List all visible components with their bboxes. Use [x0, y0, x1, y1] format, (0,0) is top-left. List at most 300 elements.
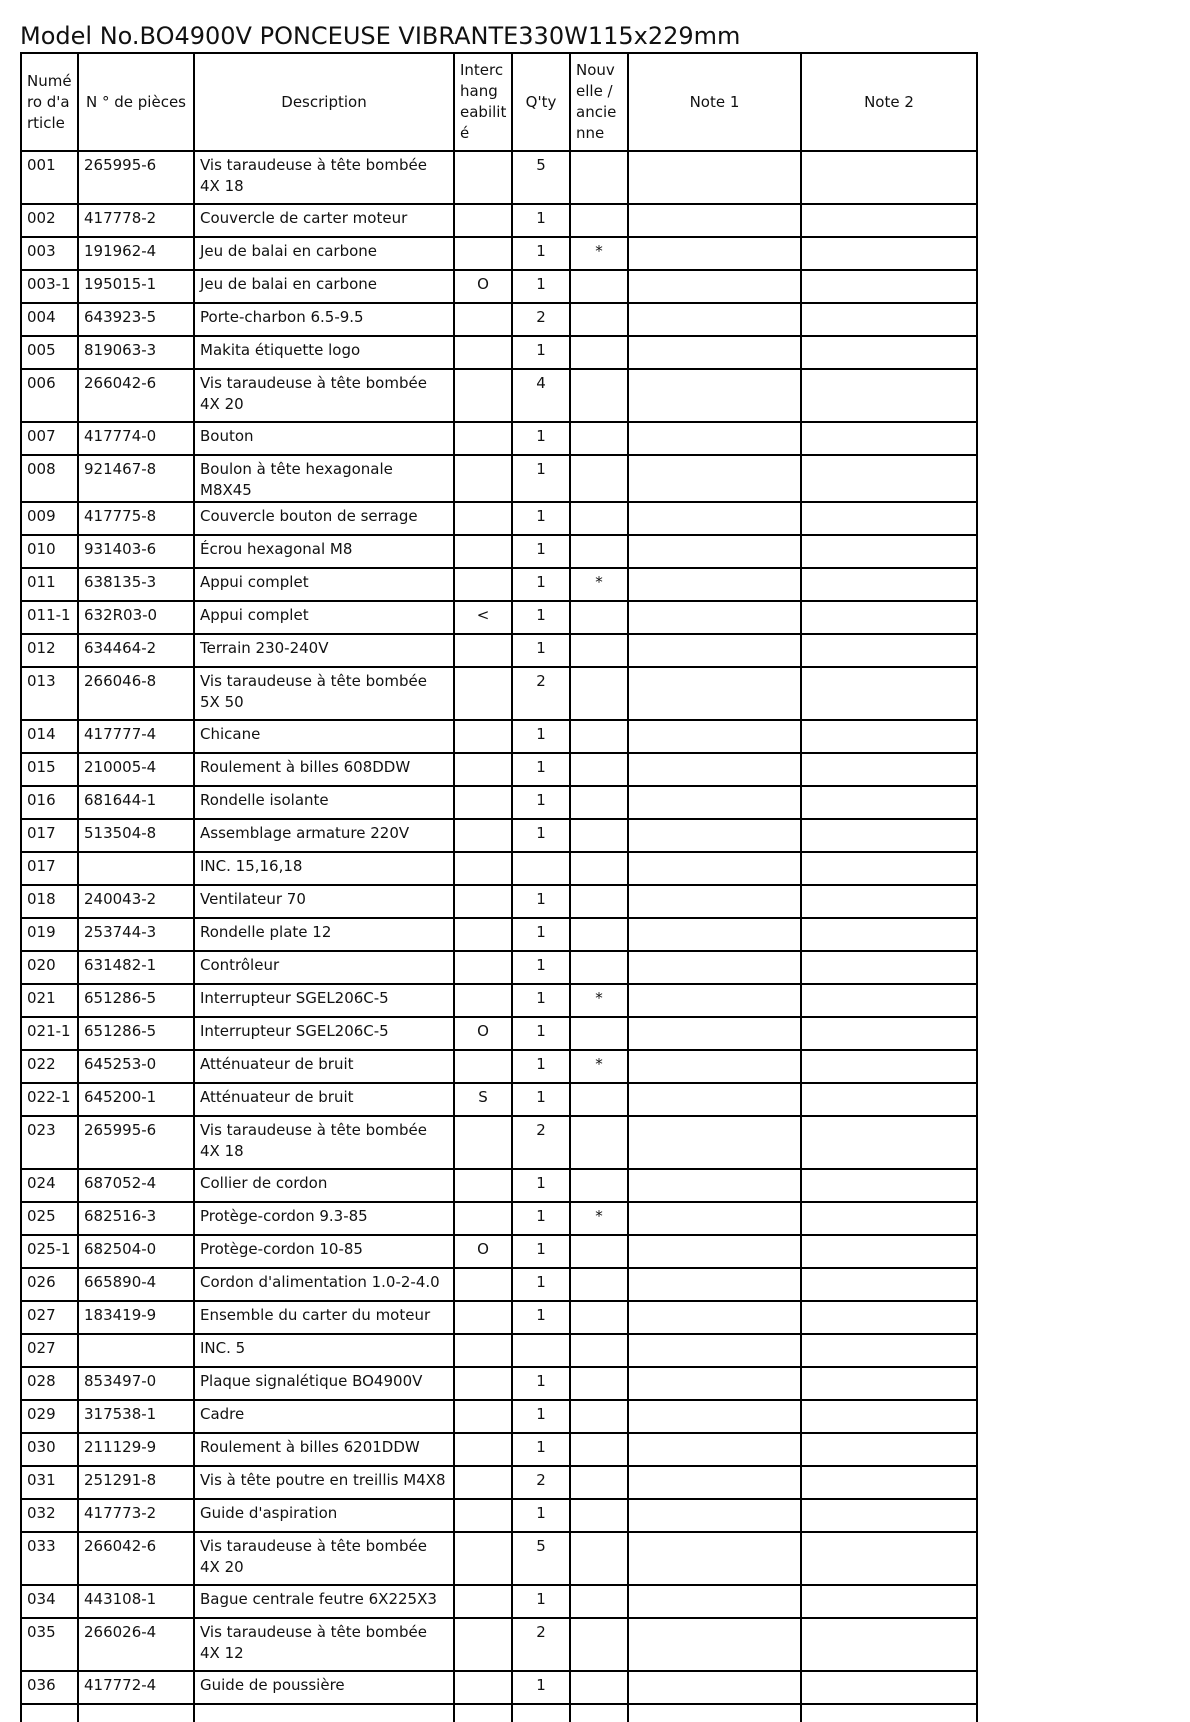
cell-qty: 1 [512, 204, 570, 237]
cell-interchangeability [454, 1400, 512, 1433]
cell-new-old [570, 852, 628, 885]
cell-interchangeability: < [454, 601, 512, 634]
cell-description: Atténuateur de bruit [194, 1050, 454, 1083]
table-row [21, 1334, 977, 1367]
cell-note-2 [801, 1017, 977, 1050]
cell-note-1 [628, 1671, 801, 1704]
cell-description: Contrôleur [194, 951, 454, 984]
cell-interchangeability [454, 1301, 512, 1334]
cell-description: Cadre [194, 1400, 454, 1433]
table-row [21, 852, 977, 885]
cell-note-1 [628, 1618, 801, 1671]
cell-new-old [570, 1268, 628, 1301]
cell-qty: 5 [512, 1532, 570, 1585]
table-row [21, 1585, 977, 1618]
cell-note-2 [801, 786, 977, 819]
cell-item-no: 018 [21, 885, 78, 918]
cell-description: Écrou hexagonal M8 [194, 535, 454, 568]
cell-part-no: 632R03-0 [78, 601, 194, 634]
cell-new-old [570, 720, 628, 753]
cell-part-no: 931403-6 [78, 535, 194, 568]
cell-item-no: 020 [21, 951, 78, 984]
cell-qty: 1 [512, 568, 570, 601]
cell-description: Vis taraudeuse à tête bombée 4X 20 [194, 1532, 454, 1585]
cell-qty: 1 [512, 1301, 570, 1334]
cell-note-2 [801, 951, 977, 984]
cell-note-1 [628, 1400, 801, 1433]
cell-interchangeability [454, 1050, 512, 1083]
cell-new-old [570, 1618, 628, 1671]
cell-qty: 1 [512, 1268, 570, 1301]
cell-item-no: 031 [21, 1466, 78, 1499]
cell-description: Vis taraudeuse à tête bombée 5X 50 [194, 667, 454, 720]
cell-note-1 [628, 1301, 801, 1334]
table-row [21, 885, 977, 918]
cell-note-1 [628, 422, 801, 455]
cell-item-no: 001 [21, 151, 78, 204]
table-row [21, 1017, 977, 1050]
table-row-cut-off [21, 1704, 977, 1722]
cell-description: Couvercle de carter moteur [194, 204, 454, 237]
cell-description: Bouton [194, 422, 454, 455]
cell-interchangeability [454, 455, 512, 502]
cell-note-2 [801, 1499, 977, 1532]
cell-note-2 [801, 885, 977, 918]
cell-part-no: 513504-8 [78, 819, 194, 852]
cell-item-no: 002 [21, 204, 78, 237]
cell-qty: 1 [512, 1050, 570, 1083]
cell-item-no: 032 [21, 1499, 78, 1532]
cell-part-no: 195015-1 [78, 270, 194, 303]
cell-qty: 5 [512, 151, 570, 204]
cell-description: Vis à tête poutre en treillis M4X8 [194, 1466, 454, 1499]
table-row [21, 1618, 977, 1671]
cell-qty: 2 [512, 1618, 570, 1671]
table-row [21, 1532, 977, 1585]
cell-new-old [570, 204, 628, 237]
cell-description: Atténuateur de bruit [194, 1083, 454, 1116]
cell-qty: 1 [512, 984, 570, 1017]
cell-item-no: 003 [21, 237, 78, 270]
cell-qty: 1 [512, 1671, 570, 1704]
table-row [21, 984, 977, 1017]
cell-item-no: 024 [21, 1169, 78, 1202]
cell-item-no: 008 [21, 455, 78, 502]
cell-part-no: 645253-0 [78, 1050, 194, 1083]
cell-new-old [570, 1466, 628, 1499]
cell-part-no: 191962-4 [78, 237, 194, 270]
cell-qty: 1 [512, 422, 570, 455]
cell-empty [21, 1704, 78, 1722]
cell-description: Ensemble du carter du moteur [194, 1301, 454, 1334]
table-row [21, 1083, 977, 1116]
cell-part-no [78, 1334, 194, 1367]
cell-interchangeability [454, 369, 512, 422]
cell-description: Vis taraudeuse à tête bombée 4X 20 [194, 369, 454, 422]
cell-description: Roulement à billes 608DDW [194, 753, 454, 786]
cell-part-no: 638135-3 [78, 568, 194, 601]
cell-qty: 1 [512, 753, 570, 786]
header-item-no: Numé ro d'a rticle [21, 53, 78, 151]
cell-description: INC. 15,16,18 [194, 852, 454, 885]
cell-description: Plaque signalétique BO4900V [194, 1367, 454, 1400]
cell-part-no: 651286-5 [78, 1017, 194, 1050]
cell-note-2 [801, 336, 977, 369]
cell-description: Boulon à tête hexagonale M8X45 [194, 455, 454, 502]
cell-note-2 [801, 568, 977, 601]
cell-new-old [570, 151, 628, 204]
table-row [21, 1202, 977, 1235]
cell-new-old: * [570, 568, 628, 601]
cell-item-no: 021 [21, 984, 78, 1017]
cell-new-old [570, 1169, 628, 1202]
cell-part-no: 634464-2 [78, 634, 194, 667]
cell-item-no: 009 [21, 502, 78, 535]
cell-description: Interrupteur SGEL206C-5 [194, 1017, 454, 1050]
cell-interchangeability [454, 1618, 512, 1671]
table-row [21, 1466, 977, 1499]
cell-new-old [570, 1017, 628, 1050]
cell-description: Interrupteur SGEL206C-5 [194, 984, 454, 1017]
cell-note-1 [628, 1334, 801, 1367]
cell-interchangeability [454, 422, 512, 455]
cell-note-1 [628, 270, 801, 303]
table-row [21, 753, 977, 786]
cell-item-no: 016 [21, 786, 78, 819]
table-row [21, 369, 977, 422]
cell-note-1 [628, 204, 801, 237]
cell-item-no: 011-1 [21, 601, 78, 634]
cell-interchangeability [454, 786, 512, 819]
cell-note-2 [801, 753, 977, 786]
cell-qty: 1 [512, 237, 570, 270]
cell-note-1 [628, 984, 801, 1017]
cell-new-old [570, 1499, 628, 1532]
cell-qty: 1 [512, 1499, 570, 1532]
cell-note-1 [628, 1367, 801, 1400]
cell-interchangeability [454, 535, 512, 568]
cell-note-1 [628, 1466, 801, 1499]
cell-part-no: 266042-6 [78, 369, 194, 422]
cell-note-1 [628, 634, 801, 667]
cell-note-2 [801, 422, 977, 455]
cell-item-no: 005 [21, 336, 78, 369]
cell-qty: 1 [512, 819, 570, 852]
cell-item-no: 014 [21, 720, 78, 753]
cell-interchangeability: O [454, 1017, 512, 1050]
cell-item-no: 025 [21, 1202, 78, 1235]
cell-note-1 [628, 601, 801, 634]
cell-description: Protège-cordon 9.3-85 [194, 1202, 454, 1235]
cell-qty: 1 [512, 951, 570, 984]
cell-note-1 [628, 535, 801, 568]
cell-new-old [570, 634, 628, 667]
cell-interchangeability [454, 1169, 512, 1202]
cell-part-no: 417775-8 [78, 502, 194, 535]
cell-part-no: 681644-1 [78, 786, 194, 819]
cell-note-1 [628, 667, 801, 720]
cell-empty [801, 1704, 977, 1722]
cell-item-no: 017 [21, 852, 78, 885]
table-row [21, 204, 977, 237]
cell-item-no: 012 [21, 634, 78, 667]
cell-note-2 [801, 601, 977, 634]
table-row [21, 303, 977, 336]
cell-new-old [570, 667, 628, 720]
cell-note-1 [628, 1532, 801, 1585]
cell-item-no: 004 [21, 303, 78, 336]
cell-note-1 [628, 502, 801, 535]
cell-qty [512, 852, 570, 885]
cell-item-no: 027 [21, 1334, 78, 1367]
table-row [21, 1050, 977, 1083]
cell-note-2 [801, 1466, 977, 1499]
cell-description: Rondelle isolante [194, 786, 454, 819]
cell-item-no: 022 [21, 1050, 78, 1083]
cell-qty: 1 [512, 455, 570, 502]
cell-qty: 1 [512, 720, 570, 753]
cell-empty [512, 1704, 570, 1722]
cell-note-2 [801, 369, 977, 422]
cell-note-2 [801, 1083, 977, 1116]
cell-new-old [570, 502, 628, 535]
cell-note-1 [628, 951, 801, 984]
cell-interchangeability [454, 885, 512, 918]
cell-qty: 1 [512, 1400, 570, 1433]
cell-part-no: 210005-4 [78, 753, 194, 786]
cell-interchangeability [454, 852, 512, 885]
table-row [21, 422, 977, 455]
table-row [21, 918, 977, 951]
cell-part-no: 183419-9 [78, 1301, 194, 1334]
table-row [21, 237, 977, 270]
cell-description: INC. 5 [194, 1334, 454, 1367]
cell-interchangeability [454, 984, 512, 1017]
table-row [21, 819, 977, 852]
cell-new-old [570, 1433, 628, 1466]
header-note-1: Note 1 [628, 53, 801, 151]
cell-note-2 [801, 1116, 977, 1169]
cell-empty [194, 1704, 454, 1722]
cell-item-no: 033 [21, 1532, 78, 1585]
cell-item-no: 013 [21, 667, 78, 720]
cell-new-old [570, 1532, 628, 1585]
cell-note-2 [801, 819, 977, 852]
cell-interchangeability [454, 951, 512, 984]
cell-description: Vis taraudeuse à tête bombée 4X 18 [194, 151, 454, 204]
cell-part-no: 682516-3 [78, 1202, 194, 1235]
cell-new-old [570, 1235, 628, 1268]
cell-description: Cordon d'alimentation 1.0-2-4.0 [194, 1268, 454, 1301]
cell-part-no: 631482-1 [78, 951, 194, 984]
cell-note-1 [628, 1499, 801, 1532]
cell-interchangeability [454, 667, 512, 720]
table-row [21, 1235, 977, 1268]
cell-item-no: 006 [21, 369, 78, 422]
cell-note-2 [801, 1618, 977, 1671]
cell-qty: 1 [512, 1169, 570, 1202]
cell-item-no: 036 [21, 1671, 78, 1704]
cell-interchangeability [454, 336, 512, 369]
cell-note-2 [801, 1050, 977, 1083]
cell-new-old [570, 918, 628, 951]
table-row [21, 634, 977, 667]
cell-item-no: 017 [21, 819, 78, 852]
cell-note-1 [628, 720, 801, 753]
cell-note-1 [628, 753, 801, 786]
cell-new-old [570, 786, 628, 819]
cell-qty: 1 [512, 1083, 570, 1116]
cell-new-old [570, 1400, 628, 1433]
cell-interchangeability [454, 1202, 512, 1235]
cell-part-no: 682504-0 [78, 1235, 194, 1268]
cell-new-old [570, 1671, 628, 1704]
header-qty: Q'ty [512, 53, 570, 151]
cell-interchangeability [454, 1671, 512, 1704]
cell-interchangeability [454, 1367, 512, 1400]
cell-interchangeability [454, 1334, 512, 1367]
cell-description: Protège-cordon 10-85 [194, 1235, 454, 1268]
cell-part-no: 443108-1 [78, 1585, 194, 1618]
table-row [21, 601, 977, 634]
table-row [21, 1116, 977, 1169]
cell-note-2 [801, 918, 977, 951]
parts-table [20, 52, 978, 1722]
cell-note-1 [628, 1169, 801, 1202]
cell-qty: 2 [512, 667, 570, 720]
cell-description: Jeu de balai en carbone [194, 237, 454, 270]
cell-qty: 2 [512, 1116, 570, 1169]
header-description: Description [194, 53, 454, 151]
cell-part-no: 819063-3 [78, 336, 194, 369]
cell-part-no [78, 852, 194, 885]
cell-new-old [570, 1334, 628, 1367]
cell-note-1 [628, 1268, 801, 1301]
cell-new-old [570, 336, 628, 369]
cell-note-2 [801, 1367, 977, 1400]
cell-note-1 [628, 303, 801, 336]
cell-part-no: 266046-8 [78, 667, 194, 720]
table-row [21, 667, 977, 720]
cell-part-no: 240043-2 [78, 885, 194, 918]
cell-part-no: 317538-1 [78, 1400, 194, 1433]
cell-part-no: 265995-6 [78, 1116, 194, 1169]
cell-description: Collier de cordon [194, 1169, 454, 1202]
cell-qty: 1 [512, 270, 570, 303]
cell-interchangeability: S [454, 1083, 512, 1116]
cell-empty [454, 1704, 512, 1722]
cell-qty: 4 [512, 369, 570, 422]
cell-qty: 1 [512, 786, 570, 819]
cell-note-2 [801, 1301, 977, 1334]
cell-description: Couvercle bouton de serrage [194, 502, 454, 535]
cell-part-no: 417773-2 [78, 1499, 194, 1532]
parts-table-body [21, 151, 977, 1722]
table-row [21, 336, 977, 369]
cell-description: Porte-charbon 6.5-9.5 [194, 303, 454, 336]
table-row [21, 535, 977, 568]
cell-description: Guide d'aspiration [194, 1499, 454, 1532]
cell-note-1 [628, 819, 801, 852]
cell-interchangeability [454, 753, 512, 786]
cell-new-old: * [570, 984, 628, 1017]
cell-item-no: 025-1 [21, 1235, 78, 1268]
cell-interchangeability [454, 819, 512, 852]
cell-qty: 1 [512, 535, 570, 568]
cell-item-no: 034 [21, 1585, 78, 1618]
cell-part-no: 643923-5 [78, 303, 194, 336]
cell-description: Roulement à billes 6201DDW [194, 1433, 454, 1466]
cell-new-old [570, 1367, 628, 1400]
cell-part-no: 853497-0 [78, 1367, 194, 1400]
cell-new-old [570, 369, 628, 422]
cell-new-old: * [570, 1202, 628, 1235]
cell-item-no: 035 [21, 1618, 78, 1671]
cell-note-2 [801, 237, 977, 270]
cell-interchangeability [454, 1116, 512, 1169]
cell-item-no: 007 [21, 422, 78, 455]
cell-item-no: 026 [21, 1268, 78, 1301]
header-new-old: Nouv elle / ancie nne [570, 53, 628, 151]
cell-new-old [570, 270, 628, 303]
cell-note-1 [628, 786, 801, 819]
cell-interchangeability [454, 204, 512, 237]
cell-note-1 [628, 151, 801, 204]
cell-interchangeability [454, 1585, 512, 1618]
cell-note-1 [628, 885, 801, 918]
cell-description: Guide de poussière [194, 1671, 454, 1704]
cell-note-2 [801, 204, 977, 237]
cell-description: Appui complet [194, 568, 454, 601]
cell-qty: 1 [512, 1235, 570, 1268]
cell-note-2 [801, 1671, 977, 1704]
cell-note-1 [628, 455, 801, 502]
table-row [21, 1433, 977, 1466]
table-row [21, 455, 977, 502]
cell-new-old [570, 1585, 628, 1618]
cell-interchangeability [454, 918, 512, 951]
cell-empty [570, 1704, 628, 1722]
table-row [21, 1671, 977, 1704]
cell-new-old: * [570, 237, 628, 270]
table-row [21, 1367, 977, 1400]
cell-qty: 1 [512, 601, 570, 634]
cell-interchangeability: O [454, 1235, 512, 1268]
cell-new-old [570, 1083, 628, 1116]
cell-interchangeability [454, 1466, 512, 1499]
cell-empty [78, 1704, 194, 1722]
cell-note-1 [628, 918, 801, 951]
cell-note-2 [801, 1202, 977, 1235]
cell-note-2 [801, 455, 977, 502]
cell-part-no: 251291-8 [78, 1466, 194, 1499]
cell-new-old [570, 455, 628, 502]
table-row [21, 1301, 977, 1334]
cell-part-no: 665890-4 [78, 1268, 194, 1301]
cell-note-2 [801, 634, 977, 667]
cell-qty: 1 [512, 1433, 570, 1466]
cell-qty: 2 [512, 1466, 570, 1499]
table-row [21, 720, 977, 753]
cell-note-2 [801, 502, 977, 535]
cell-item-no: 019 [21, 918, 78, 951]
table-row [21, 1169, 977, 1202]
cell-note-1 [628, 1433, 801, 1466]
cell-part-no: 211129-9 [78, 1433, 194, 1466]
cell-new-old [570, 1301, 628, 1334]
document-title: Model No.BO4900V PONCEUSE VIBRANTE330W115x229mm [20, 22, 741, 50]
table-row [21, 270, 977, 303]
